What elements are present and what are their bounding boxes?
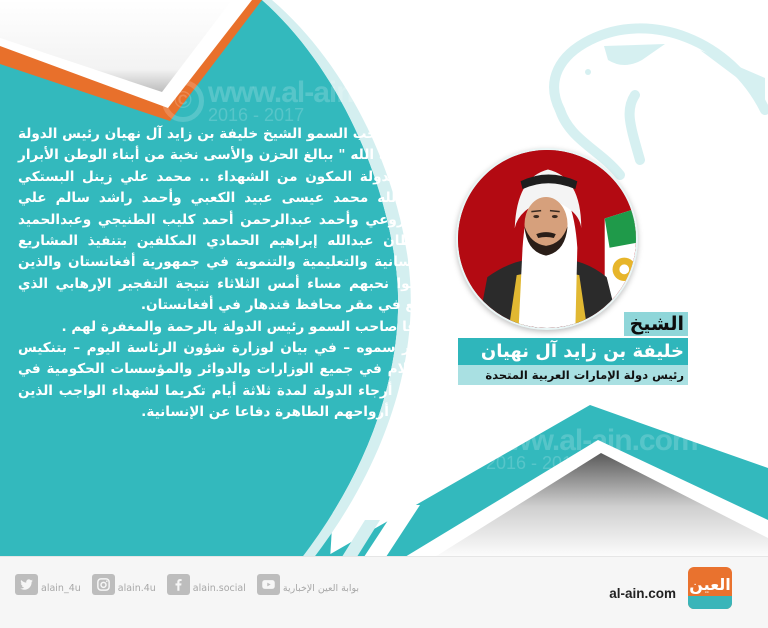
falcon-watermark [554, 28, 765, 175]
article-body [18, 124, 432, 424]
portrait-photo [456, 148, 638, 330]
article-paragraph: وأمر سموه – في بيان لوزارة شؤون الرئاسة اليوم – بتنكيس الأعلام في جميع الوزارات والدوائر والمؤسسات الحكومية في جميع أرجاء الدولة لمدة ثلاثة أيام تكريما لشهداء الواجب الذين قدموا أرواحهم الطاهرة دفاعا عن الإنسانية. [18, 340, 432, 421]
al-ain-logo [688, 567, 732, 609]
portrait-caption [458, 312, 688, 385]
caption-name: خليفة بن زايد آل نهيان [458, 338, 688, 365]
caption-title: الشيخ [624, 312, 688, 336]
portrait-illustration [458, 150, 636, 328]
article-paragraph: ودعا صاحب السمو رئيس الدولة بالرحمة والمغفرة لهم . [61, 318, 432, 335]
facebook-icon [167, 574, 190, 595]
article-paragraph: ينعى صاحب السمو الشيخ خليفة بن زايد آل نهيان رئيس الدولة " حفظه الله " ببالغ الحزن والأسى نخبة من أبناء الوطن الأبرار وفد الدولة المكون من الشهداء .. محمد علي زينل البستكي وعبدالله محمد عيسى عبيد الكعبي وأحمد راشد سالم علي المزروعي وأحمد عبدالرحمن أحمد كليب الطنيجي وعبدالحميد سلطان عبدالله إبراهيم الحمادي المكلفين بتنفيذ المشاريع الإنسانية والتعليمية والتنموية في جمهورية أفغانستان والذين قضوا نحبهم مساء أمس الثلاثاء نتيجة التفجير الإرهابي الذي وقع في مقر محافظ قندهار في أفغانستان. [18, 126, 432, 314]
brand-url[interactable]: al-ain.com [609, 585, 676, 601]
social-link-twitter[interactable]: alain_4u [15, 574, 81, 595]
caption-role: رئيس دولة الإمارات العربية المتحدة [458, 365, 688, 385]
copyright-watermark: © www.al-ain.com 2016 - 2017 [440, 426, 698, 472]
instagram-icon [92, 574, 115, 595]
copyright-watermark: © www.al-ain.com 2016 - 2017 [162, 78, 420, 124]
logo-text: العين [689, 575, 731, 594]
twitter-icon [15, 574, 38, 595]
social-links [15, 574, 370, 595]
brand[interactable] [609, 567, 732, 609]
youtube-icon [257, 574, 280, 595]
social-link-youtube[interactable]: بوابة العين الإخبارية [257, 574, 359, 595]
footer [0, 556, 768, 628]
social-link-facebook[interactable]: alain.social [167, 574, 246, 595]
social-link-instagram[interactable]: alain.4u [92, 574, 156, 595]
